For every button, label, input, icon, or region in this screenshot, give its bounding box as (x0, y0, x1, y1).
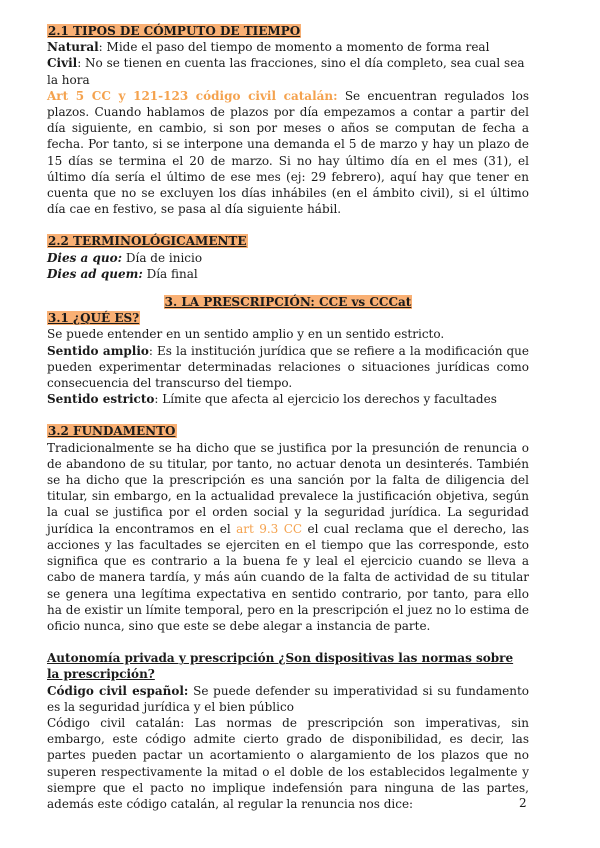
dies-a-quo-term: Dies a quo: (47, 250, 123, 265)
fundamento-text-before: Tradicionalmente se ha dicho que se justifica por la presunción de renuncia o de abandono de su titular, por tanto, no actuar denota un desinterés. También se ha dicho que la prescripción es una sanción por la falta de diligencia del titular, sin embargo, en la actualidad prevalece la justificación objetiva, según la cual se justifica por el orden social y la seguridad jurídica. La seguridad jurídica la encontramos en el (47, 440, 529, 536)
section-2-2-heading: 2.2 TERMINOLÓGICAMENTE (48, 234, 247, 249)
natural-term: Natural (47, 40, 99, 55)
page-number: 2 (519, 796, 527, 810)
dies-ad-quem-term: Dies ad quem: (47, 266, 143, 281)
plazos-paragraph (47, 88, 529, 218)
fundamento-text-after: el cual reclama que el derecho, las acciones y las facultades se ejerciten en el tiempo que las corresponde, esto significa que es contrario a la buena fe y leal el ejercicio cuando se lleva a cabo de manera tardía, y más aún cuando de la falta de actividad de su titular se genera una legítima expectativa en sentido contrario, por tanto, para ello ha de existir un límite temporal, pero en la prescripción el juez no lo estima de oficio nunca, sino que este se debe alegar a instancia de parte. (47, 521, 529, 633)
cce-text: Se puede defender su imperatividad si su fundamento es la seguridad jurídica y el bien público (47, 683, 529, 714)
document-page (47, 23, 529, 812)
cce-paragraph (47, 683, 529, 715)
natural-text: : Mide el paso del tiempo de momento a momento de forma real (98, 40, 490, 55)
sentido-amplio-term: Sentido amplio (47, 343, 149, 358)
section-2-1-heading: 2.1 TIPOS DE CÓMPUTO DE TIEMPO (48, 24, 301, 38)
dies-a-quo-line (47, 250, 529, 266)
plazos-text: Se encuentran regulados los plazos. Cuando hablamos de plazos por día empezamos a contar a partir del día siguiente, en cambio, si son por meses o años se computan de fecha a fecha. Por tanto, si se interpone una demanda el 5 de marzo y hay un plazo de 15 días se termina el 20 de marzo. Si no hay último día en el mes (31), el último día sería el último de ese mes (ej: 29 febrero), aquí hay que tener en cuenta que no se excluyen los días inhábiles (en el ámbito civil), si el último día cae en festivo, se pasa al día siguiente hábil. (47, 88, 530, 217)
fundamento-paragraph (47, 440, 529, 634)
plazos-reference: Art 5 CC y 121-123 código civil catalán: (47, 88, 338, 103)
sentido-estricto-text: : Límite que afecta al ejercicio los derechos y facultades (154, 392, 497, 407)
que-es-intro: Se puede entender en un sentido amplio y en un sentido estricto. (47, 327, 445, 342)
dies-ad-quem-line (47, 266, 529, 282)
civil-term: Civil (47, 56, 78, 71)
natural-line (47, 39, 529, 55)
sentido-estricto-line (47, 391, 529, 407)
sentido-amplio-text: : Es la institución jurídica que se refiere a la modificación que pueden experimentar determinadas relaciones o situaciones jurídicas como consecuencia del transcurso del tiempo. (47, 343, 529, 391)
cce-term: Código civil español: (47, 683, 189, 698)
sentido-estricto-term: Sentido estricto (47, 392, 155, 407)
autonomia-heading: Autonomía privada y prescripción ¿Son dispositivas las normas sobre la prescripción? (47, 651, 514, 682)
section-3-heading: 3. LA PRESCRIPCIÓN: CCE vs CCCat (164, 295, 412, 310)
fundamento-reference: art 9.3 CC (236, 521, 303, 536)
civil-line (47, 55, 529, 87)
cccat-paragraph: Código civil catalán: Las normas de prescripción son imperativas, sin embargo, este código admite cierto grado de disponibilidad, es decir, las partes pueden pactar un acortamiento o alargamiento de los plazos que no superen respectivamente la mitad o el doble de los establecidos legalmente y siempre que el pacto no implique indefensión para ninguna de las partes, además este código catalán, al regular la renuncia nos dice: (47, 715, 529, 811)
sentido-amplio-paragraph (47, 343, 529, 392)
dies-a-quo-text: Día de inicio (122, 250, 203, 265)
dies-ad-quem-text: Día final (142, 266, 198, 281)
civil-text: : No se tienen en cuenta las fracciones, sino el día completo, sea cual sea la hora (47, 56, 525, 87)
section-3-2-heading: 3.2 FUNDAMENTO (48, 424, 176, 439)
section-3-1-heading: 3.1 ¿QUÉ ES? (48, 311, 140, 326)
